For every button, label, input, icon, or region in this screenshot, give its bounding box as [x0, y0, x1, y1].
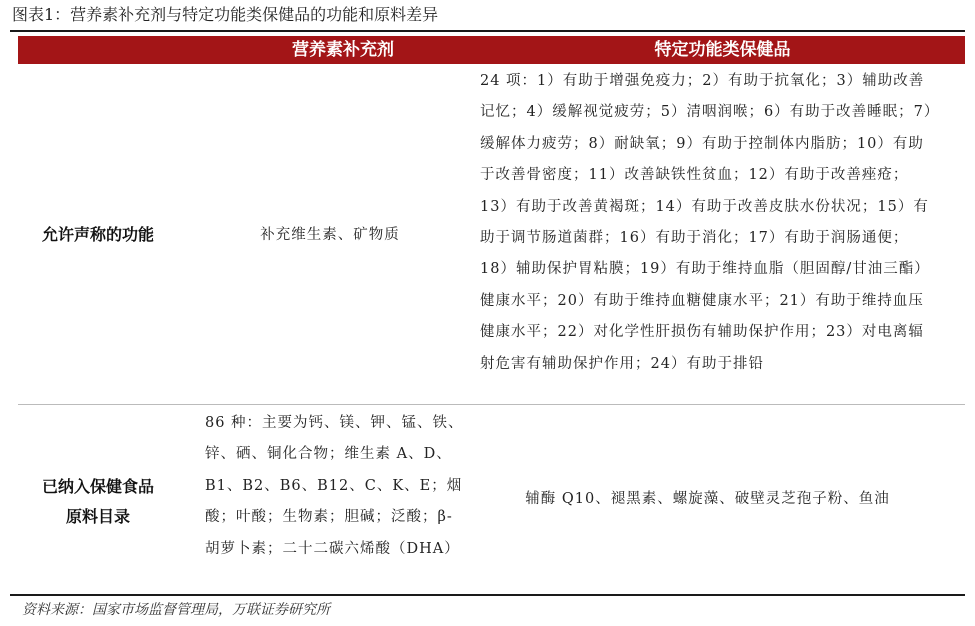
- header-nutrient-supplement: 营养素补充剂: [292, 40, 394, 60]
- title-rule: [10, 30, 965, 32]
- header-functional-health-food: 特定功能类保健品: [654, 40, 791, 60]
- figure-title: 图表1：营养素补充剂与特定功能类保健品的功能和原料差异: [12, 5, 439, 24]
- row-label-allowed-claims: 允许声称的功能: [41, 225, 154, 244]
- row-label-ingredient-catalog: [18, 472, 178, 532]
- bottom-rule: [10, 594, 965, 596]
- row-label-line-2: 原料目录: [65, 507, 130, 526]
- cell-nutrient-ingredients: 86 种：主要为钙、镁、钾、锰、铁、锌、硒、铜化合物；维生素 A、D、B1、B2、B6、B12、C、K、E；烟酸；叶酸；生物素；胆碱；泛酸；β-胡萝卜素；二十二碳六烯酸（DHA）: [205, 415, 464, 557]
- cell-nutrient-claims: 补充维生素、矿物质: [260, 227, 400, 243]
- cell-functional-ingredients: 辅酶 Q10、褪黑素、螺旋藻、破壁灵芝孢子粉、鱼油: [525, 491, 890, 507]
- row-label-line-1: 已纳入保健食品: [41, 477, 154, 496]
- table-header: [18, 36, 965, 64]
- row-divider: [18, 404, 965, 405]
- cell-functional-claims: 24 项：1）有助于增强免疫力；2）有助于抗氧化；3）辅助改善记忆；4）缓解视觉疲劳；5）清咽润喉；6）有助于改善睡眠；7）缓解体力疲劳；8）耐缺氧；9）有助于控制体内脂肪；10）有助于改善骨密度；11）改善缺铁性贫血；12）有助于改善痤疮；13）有助于改善黄褐斑；14）有助于改善皮肤水份状况；15）有助于调节肠道菌群；16）有助于消化；17）有助于润肠通便；18）辅助保护胃粘膜；19）有助于维持血脂（胆固醇/甘油三酯）健康水平；20）有助于维持血糖健康水平；21）有助于维持血压健康水平；22）对化学性肝损伤有辅助保护作用；23）对电离辐射危害有辅助保护作用；24）有助于排铅: [480, 73, 933, 372]
- source-note: 资料来源：国家市场监督管理局，万联证券研究所: [22, 602, 330, 618]
